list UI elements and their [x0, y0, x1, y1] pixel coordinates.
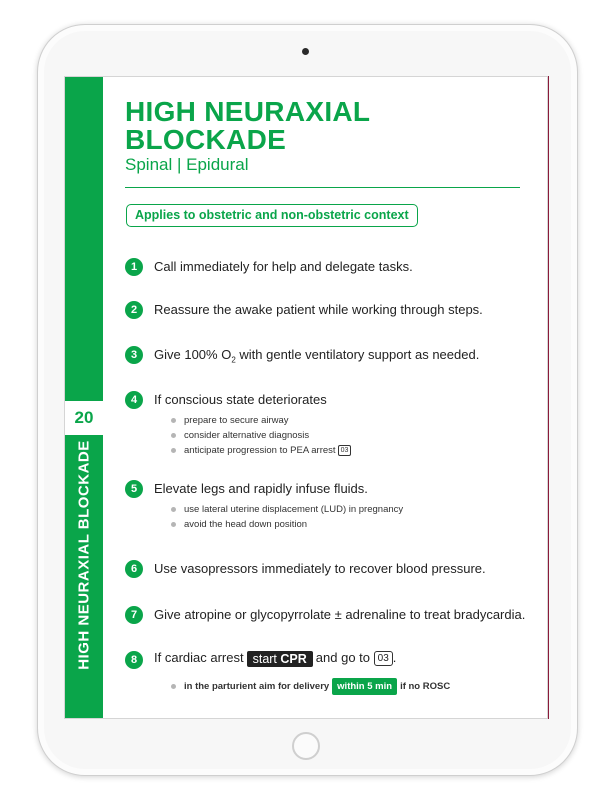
page-title — [125, 98, 370, 154]
home-button[interactable] — [292, 732, 320, 760]
screen — [64, 76, 548, 719]
sub-item: in the parturient aim for delivery within 5 min if no ROSC — [171, 678, 450, 695]
step-text: Reassure the awake patient while working through steps. — [154, 302, 483, 317]
step-text: If conscious state deteriorates — [154, 392, 327, 407]
sub-list — [171, 502, 403, 532]
bullet-icon — [171, 684, 176, 689]
title-line1: HIGH NEURAXIAL — [125, 96, 371, 127]
step-text-part: Give 100% O — [154, 347, 232, 362]
bullet-icon — [171, 522, 176, 527]
step-number: 2 — [125, 301, 143, 319]
sub-item: use lateral uterine displacement (LUD) in pregnancy — [171, 502, 403, 517]
sidebar — [65, 77, 103, 719]
page-subtitle: Spinal | Epidural — [125, 155, 249, 174]
sub-list — [171, 678, 450, 695]
title-line2: BLOCKADE — [125, 124, 287, 155]
step-text-part: and go to — [315, 650, 371, 665]
step-text — [154, 347, 479, 365]
sidebar-title: HIGH NEURAXIAL BLOCKADE — [75, 440, 93, 670]
step-number: 1 — [125, 258, 143, 276]
step-text: If cardiac arrest start CPR and go to 03 . — [154, 650, 397, 666]
step-number: 4 — [125, 391, 143, 409]
time-badge: within 5 min — [332, 678, 397, 695]
step-number: 5 — [125, 480, 143, 498]
step-text-part: with gentle ventilatory support as needed. — [235, 347, 480, 362]
bullet-icon — [171, 507, 176, 512]
title-divider — [125, 187, 520, 188]
step-text: Use vasopressors immediately to recover blood pressure. — [154, 561, 486, 576]
front-camera — [302, 48, 309, 55]
subscript: 2 — [231, 355, 236, 365]
sub-item: consider alternative diagnosis — [171, 428, 351, 443]
bullet-icon — [171, 448, 176, 453]
sub-item: avoid the head down position — [171, 517, 403, 532]
start-cpr-badge: start CPR — [247, 651, 313, 667]
step-text: Elevate legs and rapidly infuse fluids. — [154, 481, 368, 496]
step-text: Call immediately for help and delegate tasks. — [154, 259, 413, 274]
page-number: 20 — [65, 401, 103, 435]
protocol-ref-link[interactable]: 03 — [338, 445, 352, 456]
sub-list — [171, 413, 351, 458]
step-text-part: If cardiac arrest — [154, 650, 244, 665]
sub-item: prepare to secure airway — [171, 413, 351, 428]
step-number: 6 — [125, 560, 143, 578]
protocol-ref-link[interactable]: 03 — [374, 651, 393, 666]
step-text: Give atropine or glycopyrrolate ± adrenaline to treat bradycardia. — [154, 607, 526, 622]
step-number: 3 — [125, 346, 143, 364]
bullet-icon — [171, 418, 176, 423]
bullet-icon — [171, 433, 176, 438]
context-badge: Applies to obstetric and non-obstetric context — [126, 204, 418, 227]
step-number: 7 — [125, 606, 143, 624]
step-number: 8 — [125, 651, 143, 669]
sub-item: anticipate progression to PEA arrest 03 — [171, 443, 351, 458]
